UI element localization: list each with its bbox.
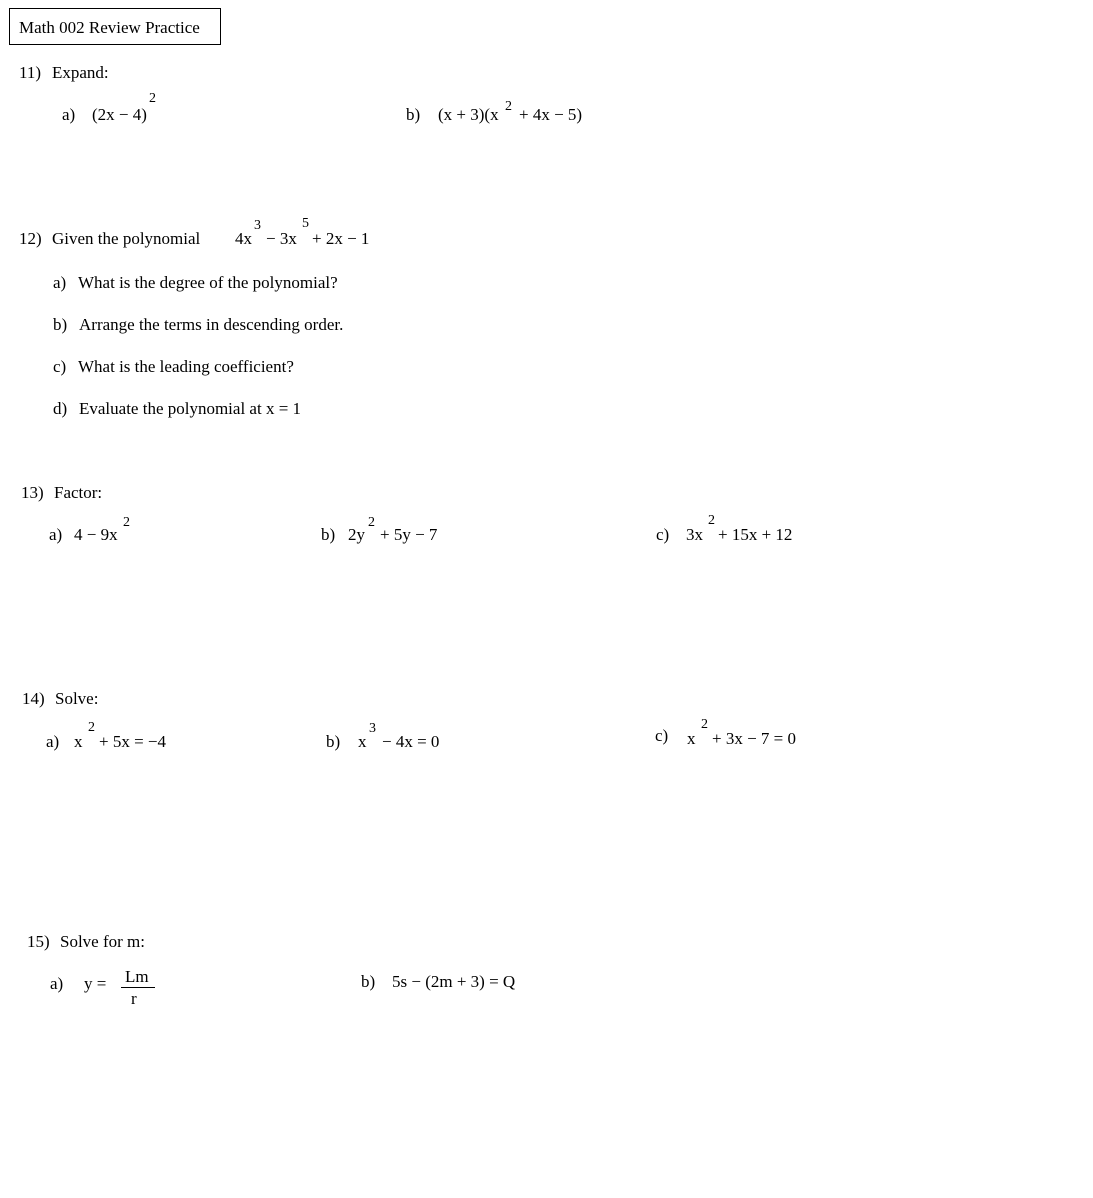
question-prompt: Solve for m: [60,932,145,951]
expression: 4 − 9x [74,525,118,544]
exponent: 3 [369,721,376,736]
expression: 5s − (2m + 3) = Q [392,972,516,991]
part-label: b) [361,972,376,991]
expression: + 5x = −4 [99,732,167,751]
poly-term: − 3x [266,229,297,248]
exponent: 2 [701,717,708,732]
expression: x [358,732,367,751]
part-label: a) [46,732,60,751]
question-number: 12) [19,229,42,248]
exponent: 2 [123,515,130,530]
expression: + 4x − 5) [519,105,583,124]
part-label: a) [62,105,76,124]
exponent: 3 [254,218,261,233]
expression: 3x [686,525,703,544]
question-prompt: Given the polynomial [52,229,201,248]
expression: 2y [348,525,365,544]
part-label: d) [53,399,68,418]
fraction-denominator: r [131,989,137,1008]
question-prompt: Factor: [54,483,103,502]
exponent: 2 [505,99,512,114]
equation-lhs: y = [84,974,107,993]
part-text: Evaluate the polynomial at x = 1 [79,399,302,418]
expression: + 15x + 12 [718,525,793,544]
part-label: b) [406,105,421,124]
part-label: a) [50,974,64,993]
exponent: 2 [149,91,156,106]
question-number: 13) [21,483,44,502]
part-label: b) [326,732,341,751]
poly-term: 4x [235,229,252,248]
question-number: 14) [22,689,45,708]
fraction-numerator: Lm [125,967,149,986]
page-title-box [9,8,221,45]
part-label: a) [53,273,67,292]
exponent: 2 [88,720,95,735]
expression: − 4x = 0 [382,732,440,751]
exponent: 2 [368,515,375,530]
fraction-bar [121,987,155,988]
part-label: c) [655,726,669,745]
part-label: b) [53,315,68,334]
question-prompt: Expand: [52,63,109,82]
expression: (x + 3)(x [438,105,499,124]
question-number: 15) [27,932,50,951]
page-title: Math 002 Review Practice [19,18,200,37]
exponent: 2 [708,513,715,528]
part-text: Arrange the terms in descending order. [79,315,344,334]
expression: (2x − 4) [92,105,147,124]
expression: + 3x − 7 = 0 [712,729,797,748]
part-label: c) [656,525,670,544]
expression: x [74,732,83,751]
exponent: 5 [302,216,309,231]
expression: + 5y − 7 [380,525,438,544]
poly-term: + 2x − 1 [312,229,370,248]
part-text: What is the leading coefficient? [78,357,294,376]
question-prompt: Solve: [55,689,99,708]
part-label: c) [53,357,67,376]
part-text: What is the degree of the polynomial? [78,273,338,292]
expression: x [687,729,696,748]
question-number: 11) [19,63,42,82]
part-label: a) [49,525,63,544]
part-label: b) [321,525,336,544]
